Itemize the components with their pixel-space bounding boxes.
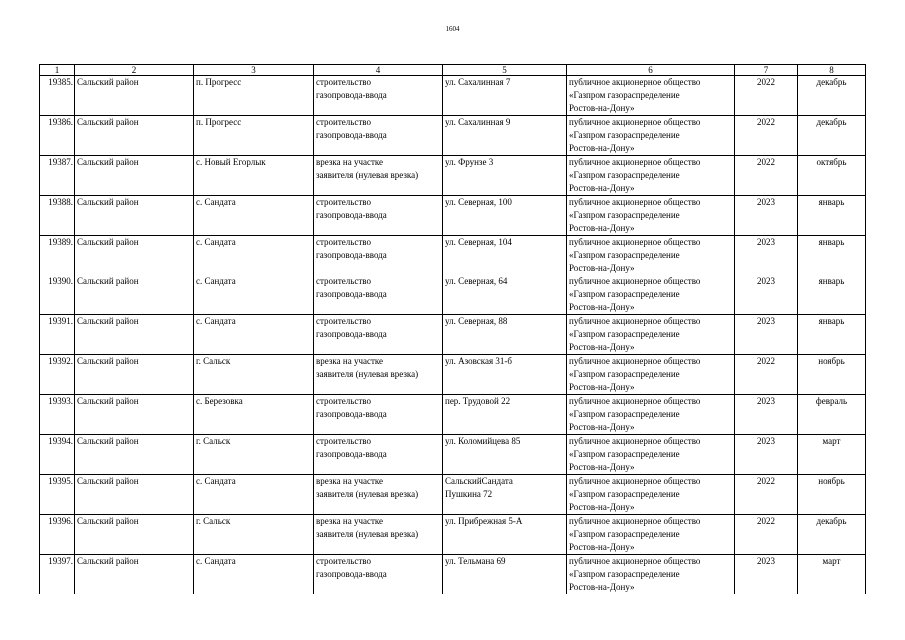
organization-cell: публичное акционерное общество «Газпром газораспределение Ростов-на-Дону» — [567, 196, 735, 236]
address-cell: ул. Северная, 88 — [443, 315, 567, 355]
column-number: 5 — [443, 65, 567, 76]
column-number: 4 — [314, 65, 443, 76]
address-cell: ул. Фрунзе 3 — [443, 156, 567, 196]
organization-cell: публичное акционерное общество «Газпром газораспределение Ростов-на-Дону» — [567, 116, 735, 156]
year-cell: 2023 — [735, 555, 798, 595]
month-cell: январь — [798, 236, 866, 276]
address-cell: ул. Сахалинная 7 — [443, 76, 567, 116]
address-cell: ул. Сахалинная 9 — [443, 116, 567, 156]
row-number-cell: 19387. — [40, 156, 75, 196]
row-number-cell: 19394. — [40, 435, 75, 475]
address-cell: ул. Северная, 64 — [443, 275, 567, 315]
year-cell: 2023 — [735, 435, 798, 475]
row-number-cell: 19389. — [40, 236, 75, 276]
work-type-cell: строительство газопровода-ввода — [314, 315, 443, 355]
month-cell: январь — [798, 196, 866, 236]
organization-cell: публичное акционерное общество «Газпром газораспределение Ростов-на-Дону» — [567, 355, 735, 395]
table-row — [40, 355, 866, 395]
work-type-cell: строительство газопровода-ввода — [314, 555, 443, 595]
work-type-cell: строительство газопровода-ввода — [314, 395, 443, 435]
year-cell: 2022 — [735, 355, 798, 395]
month-cell: декабрь — [798, 515, 866, 555]
district-cell: Сальский район — [75, 156, 194, 196]
column-number-row — [40, 65, 866, 76]
locality-cell: п. Прогресс — [194, 116, 314, 156]
district-cell: Сальский район — [75, 76, 194, 116]
page-number: 1604 — [445, 25, 460, 33]
organization-cell: публичное акционерное общество «Газпром газораспределение Ростов-на-Дону» — [567, 395, 735, 435]
work-type-cell: строительство газопровода-ввода — [314, 76, 443, 116]
row-number-cell: 19397. — [40, 555, 75, 595]
month-cell: январь — [798, 315, 866, 355]
table-row — [40, 76, 866, 116]
organization-cell: публичное акционерное общество «Газпром газораспределение Ростов-на-Дону» — [567, 315, 735, 355]
column-number: 3 — [194, 65, 314, 76]
month-cell: октябрь — [798, 156, 866, 196]
month-cell: март — [798, 555, 866, 595]
address-cell: ул. Прибрежная 5-А — [443, 515, 567, 555]
column-number: 6 — [567, 65, 735, 76]
year-cell: 2022 — [735, 156, 798, 196]
month-cell: февраль — [798, 395, 866, 435]
address-cell: пер. Трудовой 22 — [443, 395, 567, 435]
organization-cell: публичное акционерное общество «Газпром газораспределение Ростов-на-Дону» — [567, 555, 735, 595]
locality-cell: с. Сандата — [194, 555, 314, 595]
year-cell: 2023 — [735, 315, 798, 355]
year-cell: 2023 — [735, 196, 798, 236]
work-type-cell: врезка на участке заявителя (нулевая врезка) — [314, 515, 443, 555]
table-row — [40, 515, 866, 555]
column-number: 7 — [735, 65, 798, 76]
work-type-cell: врезка на участке заявителя (нулевая врезка) — [314, 475, 443, 515]
address-cell: ул. Азовская 31-б — [443, 355, 567, 395]
table-row — [40, 395, 866, 435]
month-cell: декабрь — [798, 76, 866, 116]
table-row — [40, 275, 866, 315]
organization-cell: публичное акционерное общество «Газпром газораспределение Ростов-на-Дону» — [567, 156, 735, 196]
row-number-cell: 19392. — [40, 355, 75, 395]
locality-cell: г. Сальск — [194, 515, 314, 555]
locality-cell: с. Новый Егорлык — [194, 156, 314, 196]
work-type-cell: строительство газопровода-ввода — [314, 275, 443, 315]
organization-cell: публичное акционерное общество «Газпром газораспределение Ростов-на-Дону» — [567, 475, 735, 515]
work-type-cell: строительство газопровода-ввода — [314, 236, 443, 276]
row-number-cell: 19391. — [40, 315, 75, 355]
organization-cell: публичное акционерное общество «Газпром газораспределение Ростов-на-Дону» — [567, 236, 735, 276]
month-cell: март — [798, 435, 866, 475]
row-number-cell: 19395. — [40, 475, 75, 515]
gas-connection-table — [39, 64, 866, 594]
locality-cell: с. Сандата — [194, 275, 314, 315]
row-number-cell: 19396. — [40, 515, 75, 555]
address-cell: ул. Коломийцева 85 — [443, 435, 567, 475]
district-cell: Сальский район — [75, 355, 194, 395]
year-cell: 2022 — [735, 116, 798, 156]
year-cell: 2022 — [735, 76, 798, 116]
table-row — [40, 196, 866, 236]
district-cell: Сальский район — [75, 395, 194, 435]
month-cell: ноябрь — [798, 355, 866, 395]
locality-cell: с. Березовка — [194, 395, 314, 435]
organization-cell: публичное акционерное общество «Газпром газораспределение Ростов-на-Дону» — [567, 515, 735, 555]
month-cell: январь — [798, 275, 866, 315]
locality-cell: с. Сандата — [194, 236, 314, 276]
table-row — [40, 315, 866, 355]
district-cell: Сальский район — [75, 515, 194, 555]
month-cell: ноябрь — [798, 475, 866, 515]
work-type-cell: строительство газопровода-ввода — [314, 435, 443, 475]
organization-cell: публичное акционерное общество «Газпром газораспределение Ростов-на-Дону» — [567, 275, 735, 315]
address-cell: ул. Тельмана 69 — [443, 555, 567, 595]
column-number: 1 — [40, 65, 75, 76]
month-cell: декабрь — [798, 116, 866, 156]
address-cell: ул. Северная, 100 — [443, 196, 567, 236]
district-cell: Сальский район — [75, 555, 194, 595]
district-cell: Сальский район — [75, 196, 194, 236]
row-number-cell: 19388. — [40, 196, 75, 236]
row-number-cell: 19393. — [40, 395, 75, 435]
year-cell: 2023 — [735, 395, 798, 435]
work-type-cell: строительство газопровода-ввода — [314, 196, 443, 236]
address-cell: ул. Северная, 104 — [443, 236, 567, 276]
year-cell: 2023 — [735, 236, 798, 276]
row-number-cell: 19390. — [40, 275, 75, 315]
table-row — [40, 116, 866, 156]
organization-cell: публичное акционерное общество «Газпром газораспределение Ростов-на-Дону» — [567, 435, 735, 475]
year-cell: 2022 — [735, 475, 798, 515]
row-number-cell: 19386. — [40, 116, 75, 156]
district-cell: Сальский район — [75, 435, 194, 475]
address-cell: СальскийСандата Пушкина 72 — [443, 475, 567, 515]
table-row — [40, 555, 866, 595]
table-row — [40, 435, 866, 475]
organization-cell: публичное акционерное общество «Газпром газораспределение Ростов-на-Дону» — [567, 76, 735, 116]
work-type-cell: строительство газопровода-ввода — [314, 116, 443, 156]
table-row — [40, 236, 866, 276]
table-row — [40, 156, 866, 196]
work-type-cell: врезка на участке заявителя (нулевая врезка) — [314, 156, 443, 196]
table-row — [40, 475, 866, 515]
district-cell: Сальский район — [75, 116, 194, 156]
work-type-cell: врезка на участке заявителя (нулевая врезка) — [314, 355, 443, 395]
year-cell: 2023 — [735, 275, 798, 315]
locality-cell: п. Прогресс — [194, 76, 314, 116]
column-number: 2 — [75, 65, 194, 76]
district-cell: Сальский район — [75, 475, 194, 515]
district-cell: Сальский район — [75, 315, 194, 355]
locality-cell: с. Сандата — [194, 475, 314, 515]
locality-cell: г. Сальск — [194, 355, 314, 395]
locality-cell: с. Сандата — [194, 315, 314, 355]
district-cell: Сальский район — [75, 236, 194, 276]
row-number-cell: 19385. — [40, 76, 75, 116]
locality-cell: с. Сандата — [194, 196, 314, 236]
year-cell: 2022 — [735, 515, 798, 555]
locality-cell: г. Сальск — [194, 435, 314, 475]
district-cell: Сальский район — [75, 275, 194, 315]
column-number: 8 — [798, 65, 866, 76]
